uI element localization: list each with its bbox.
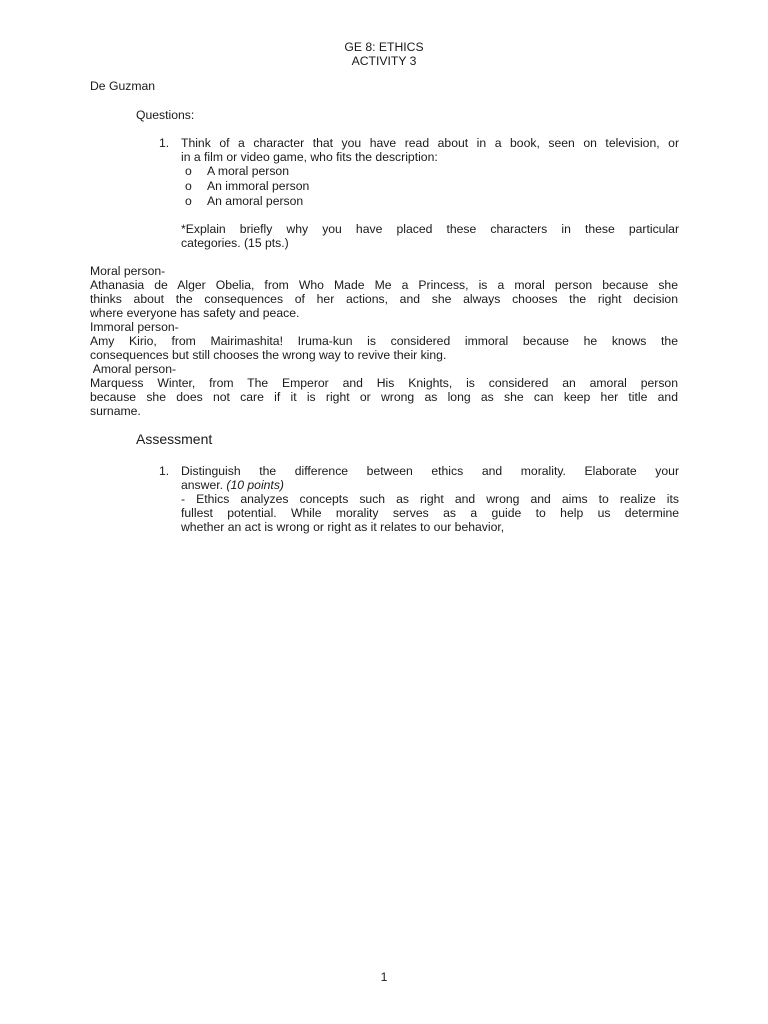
bullet-text: A moral person xyxy=(207,164,289,178)
document-header xyxy=(0,40,768,68)
question-1-text xyxy=(181,136,679,164)
question-1-instruction xyxy=(181,222,679,250)
amoral-person-label: Amoral person- xyxy=(90,362,177,376)
moral-answer-line-2: thinks about the consequences of her actions, and she always chooses the right decision xyxy=(90,292,678,306)
assessment-question-number: 1. xyxy=(159,464,170,478)
assessment-question-text xyxy=(181,464,679,534)
list-item xyxy=(185,194,485,209)
question-1-line-1: Think of a character that you have read about in a book, seen on television, or xyxy=(181,136,679,150)
assessment-line-1: Distinguish the difference between ethics and morality. Elaborate your xyxy=(181,464,679,478)
amoral-answer-line-1: Marquess Winter, from The Emperor and His Knights, is considered an amoral person xyxy=(90,376,678,390)
course-title: GE 8: ETHICS xyxy=(344,40,424,54)
immoral-answer-line-1: Amy Kirio, from Mairimashita! Iruma-kun is considered immoral because he knows the xyxy=(90,334,678,348)
list-item xyxy=(185,179,485,194)
activity-title: ACTIVITY 3 xyxy=(351,54,417,68)
instruction-line-2: categories. (15 pts.) xyxy=(181,236,289,250)
assessment-answer-line-3: whether an act is wrong or right as it relates to our behavior, xyxy=(181,520,505,534)
list-item xyxy=(185,164,485,179)
assessment-line-2-text: answer. xyxy=(181,478,227,492)
author-name: De Guzman xyxy=(90,79,156,93)
bullet-text: An immoral person xyxy=(207,179,310,193)
answers-section xyxy=(90,264,678,418)
immoral-person-label: Immoral person- xyxy=(90,320,179,334)
amoral-answer-line-2: because she does not care if it is right or wrong as long as she can keep her title and xyxy=(90,390,678,404)
amoral-answer-line-3: surname. xyxy=(90,404,141,418)
bullet-mark: o xyxy=(185,179,192,193)
moral-answer-line-1: Athanasia de Alger Obelia, from Who Made Me a Princess, is a moral person because she xyxy=(90,278,678,292)
bullet-list xyxy=(185,164,485,209)
question-1-number: 1. xyxy=(159,136,170,150)
immoral-answer-line-2: consequences but still chooses the wrong way to revive their king. xyxy=(90,348,447,362)
instruction-line-1: *Explain briefly why you have placed these characters in these particular xyxy=(181,222,679,236)
question-1-line-2: in a film or video game, who fits the description: xyxy=(181,150,438,164)
bullet-mark: o xyxy=(185,194,192,208)
assessment-points: (10 points) xyxy=(226,478,284,492)
moral-person-label: Moral person- xyxy=(90,264,166,278)
page-number: 1 xyxy=(380,970,388,984)
assessment-answer-line-1: - Ethics analyzes concepts such as right and wrong and aims to realize its xyxy=(181,492,679,506)
assessment-heading: Assessment xyxy=(136,431,213,447)
questions-label: Questions: xyxy=(136,108,195,122)
bullet-mark: o xyxy=(185,164,192,178)
bullet-text: An amoral person xyxy=(207,194,304,208)
assessment-line-2 xyxy=(181,478,679,492)
assessment-answer-line-2: fullest potential. While morality serves as a guide to help us determine xyxy=(181,506,679,520)
moral-answer-line-3: where everyone has safety and peace. xyxy=(90,306,300,320)
